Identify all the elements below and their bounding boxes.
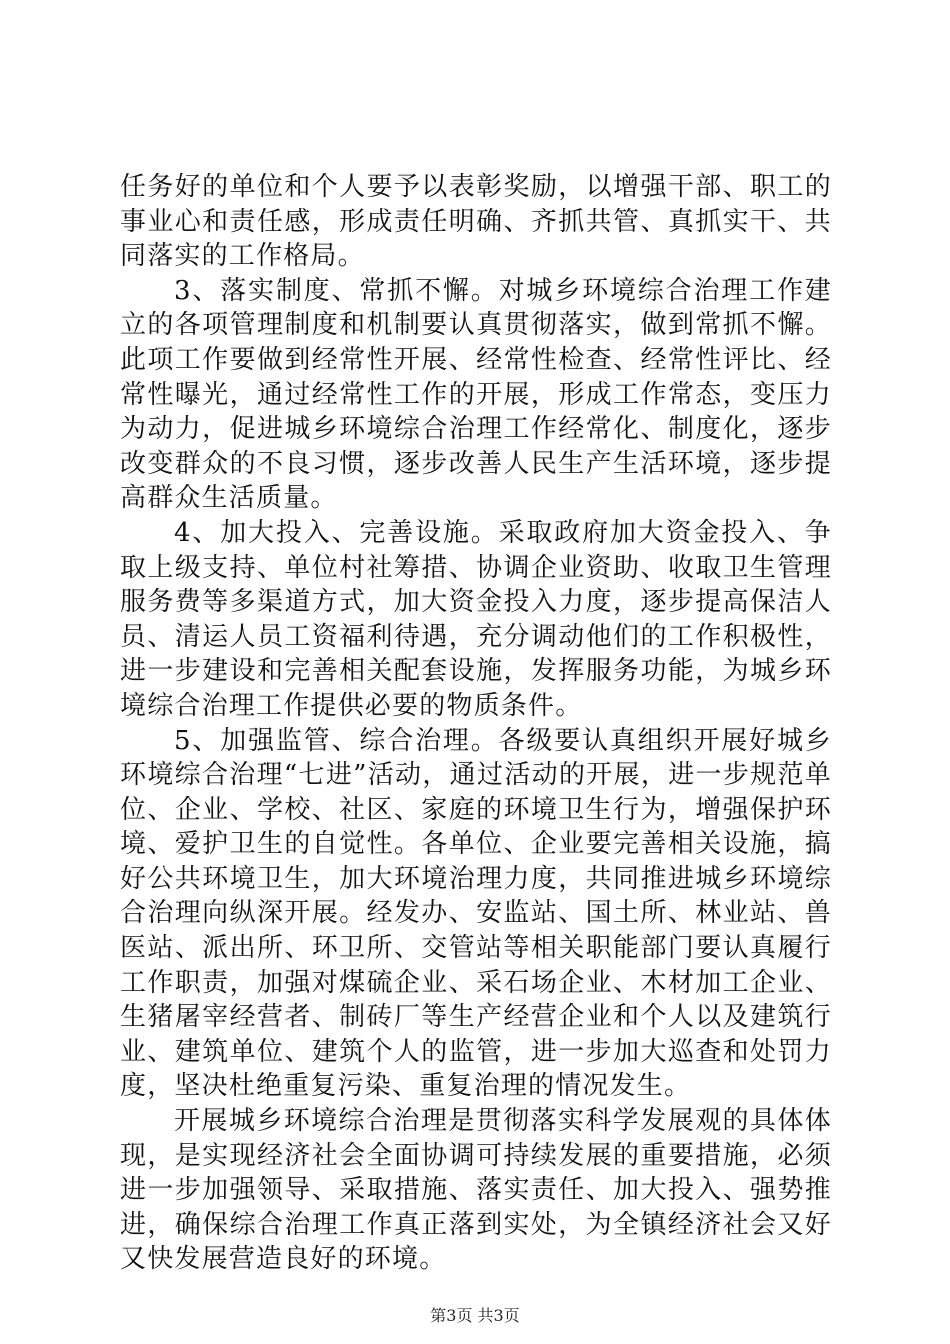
paragraph-item-5: 5、加强监管、综合治理。各级要认真组织开展好城乡环境综合治理“七进”活动，通过活动的开展，进一步规范单位、企业、学校、社区、家庭的环境卫生行为，增强保护环境、爱护卫生的自觉性。各单位、企业要完善相关设施，搞好公共环境卫生，加大环境治理力度，共同推进城乡环境综合治理向纵深开展。经发办、安监站、国土所、林业站、兽医站、派出所、环卫所、交管站等相关职能部门要认真履行工作职责，加强对煤硫企业、采石场企业、木材加工企业、生猪屠宰经营者、制砖厂等生产经营企业和个人以及建筑行业、建筑单位、建筑个人的监管，进一步加大巡查和处罚力度，坚决杜绝重复污染、重复治理的情况发生。 [120, 725, 832, 1102]
paragraph-continuation: 任务好的单位和个人要予以表彰奖励，以增强干部、职工的事业心和责任感，形成责任明确、齐抓共管、真抓实干、共同落实的工作格局。 [120, 172, 832, 272]
paragraph-item-4: 4、加大投入、完善设施。采取政府加大资金投入、争取上级支持、单位村社筹措、协调企业资助、收取卫生管理服务费等多渠道方式，加大资金投入力度，逐步提高保洁人员、清运人员工资福利待遇，充分调动他们的工作积极性，进一步建设和完善相关配套设施，发挥服务功能，为城乡环境综合治理工作提供必要的物质条件。 [120, 517, 832, 721]
document-body [120, 170, 832, 1277]
paragraph-conclusion: 开展城乡环境综合治理是贯彻落实科学发展观的具体体现，是实现经济社会全面协调可持续发展的重要措施，必须进一步加强领导、采取措施、落实责任、加大投入、强势推进，确保综合治理工作真正落到实处，为全镇经济社会又好又快发展营造良好的环境。 [120, 1106, 832, 1275]
paragraph-item-3: 3、落实制度、常抓不懈。对城乡环境综合治理工作建立的各项管理制度和机制要认真贯彻落实，做到常抓不懈。此项工作要做到经常性开展、经常性检查、经常性评比、经常性曝光，通过经常性工作的开展，形成工作常态，变压力为动力，促进城乡环境综合治理工作经常化、制度化，逐步改变群众的不良习惯，逐步改善人民生产生活环境，逐步提高群众生活质量。 [120, 275, 832, 514]
page-number-footer: 第3页 共3页 [430, 1306, 520, 1325]
